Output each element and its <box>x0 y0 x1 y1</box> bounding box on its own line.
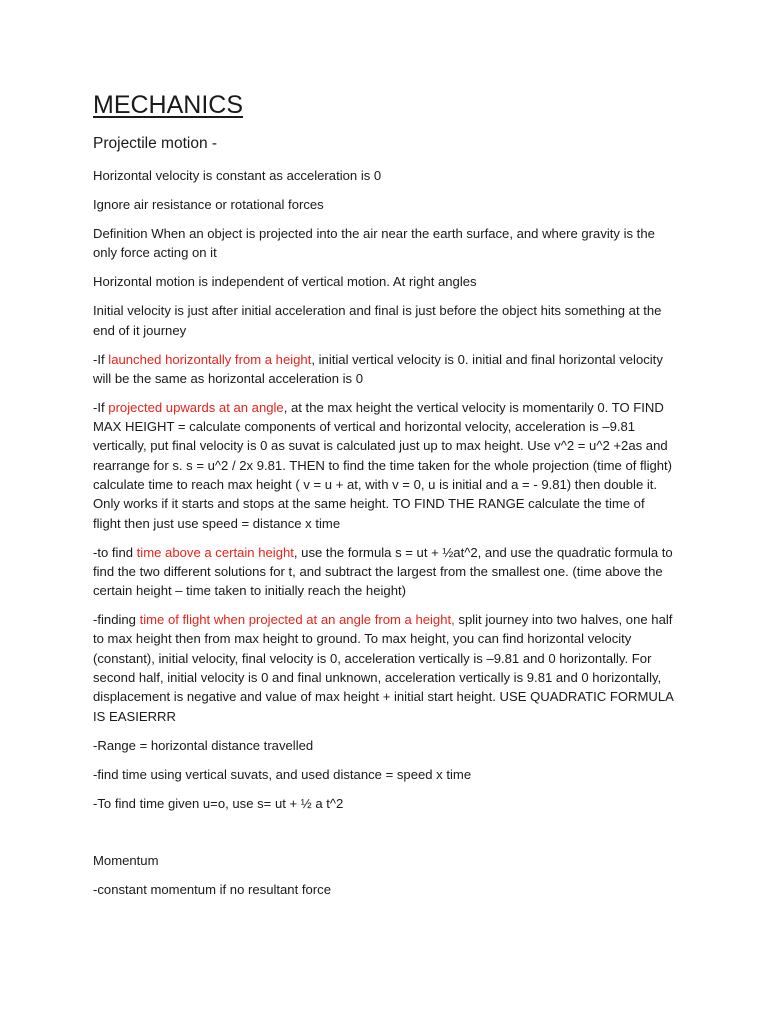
paragraph-text: -to find <box>93 544 137 560</box>
paragraph-text: -If <box>93 351 109 367</box>
document-title: MECHANICS <box>93 91 244 119</box>
paragraph: Initial velocity is just after initial acceleration and final is just before the object hits something at the end of it journey <box>93 303 662 338</box>
paragraph-time-above-height <box>93 543 675 601</box>
paragraph-text: -finding <box>93 612 140 628</box>
highlighted-phrase: time above a certain height <box>136 544 294 560</box>
paragraph: Ignore air resistance or rotational forces <box>93 196 324 212</box>
paragraph-angled-launch <box>93 398 675 533</box>
paragraph: Definition When an object is projected into the air near the earth surface, and where gravity is the only force acting on it <box>93 225 655 261</box>
paragraph: Horizontal motion is independent of vertical motion. At right angles <box>93 274 477 290</box>
paragraph: -constant momentum if no resultant force <box>93 881 331 897</box>
section-heading-momentum: Momentum <box>93 852 159 868</box>
paragraph-time-of-flight <box>93 610 675 726</box>
paragraph-text: , at the max height the vertical velocity is momentarily 0. TO FIND MAX HEIGHT = calculate components of vertical and horizontal velocity, acceleration is –9.81 vertically, put final velocity is 0 as suvat is calculated just up to max height. Use v^2 = u^2 +2as and rearrange for s. s = u^2 / 2x 9.81. THEN to find the time taken for the whole projection (time of flight) calculate time to reach max height ( v = u + at, with v = 0, u is initial and a = - 9.81) then double it. Only works if it starts and stops at the same height. TO FIND THE RANGE calculate the time of flight then just use speed = distance x time <box>93 399 673 531</box>
spacer <box>93 823 675 851</box>
paragraph-text: -If <box>93 399 109 415</box>
highlighted-phrase: time of flight when projected at an angle from a height, <box>139 612 455 628</box>
document-body <box>93 88 675 909</box>
highlighted-phrase: projected upwards at an angle <box>108 399 284 415</box>
section-heading-projectile-motion: Projectile motion - <box>93 135 218 152</box>
paragraph: -To find time given u=o, use s= ut + ½ a t^2 <box>93 795 344 811</box>
paragraph: -find time using vertical suvats, and used distance = speed x time <box>93 766 472 782</box>
paragraph: Horizontal velocity is constant as acceleration is 0 <box>93 168 382 183</box>
highlighted-phrase: launched horizontally from a height <box>108 351 312 367</box>
paragraph-horizontal-launch <box>93 350 675 389</box>
paragraph: -Range = horizontal distance travelled <box>93 737 314 753</box>
paragraph-text: split journey into two halves, one half to max height then from max height to ground. To max height, you can find horizontal velocity (constant), initial velocity, final velocity is 0, acceleration vertically is –9.81 and 0 horizontally. For second half, initial velocity is 0 and final unknown, acceleration vertically is 9.81 and 0 horizontally, displacement is negative and value of max height + initial start height. USE QUADRATIC FORMULA IS EASIERRR <box>93 612 674 724</box>
paragraph-text: , initial vertical velocity is 0. initial and final horizontal velocity will be the same as horizontal acceleration is 0 <box>93 351 663 386</box>
paragraph-text: , use the formula s = ut + ½at^2, and use the quadratic formula to find the two different solutions for t, and subtract the largest from the smallest one. (time above the certain height – time taken to initially reach the height) <box>93 544 673 599</box>
